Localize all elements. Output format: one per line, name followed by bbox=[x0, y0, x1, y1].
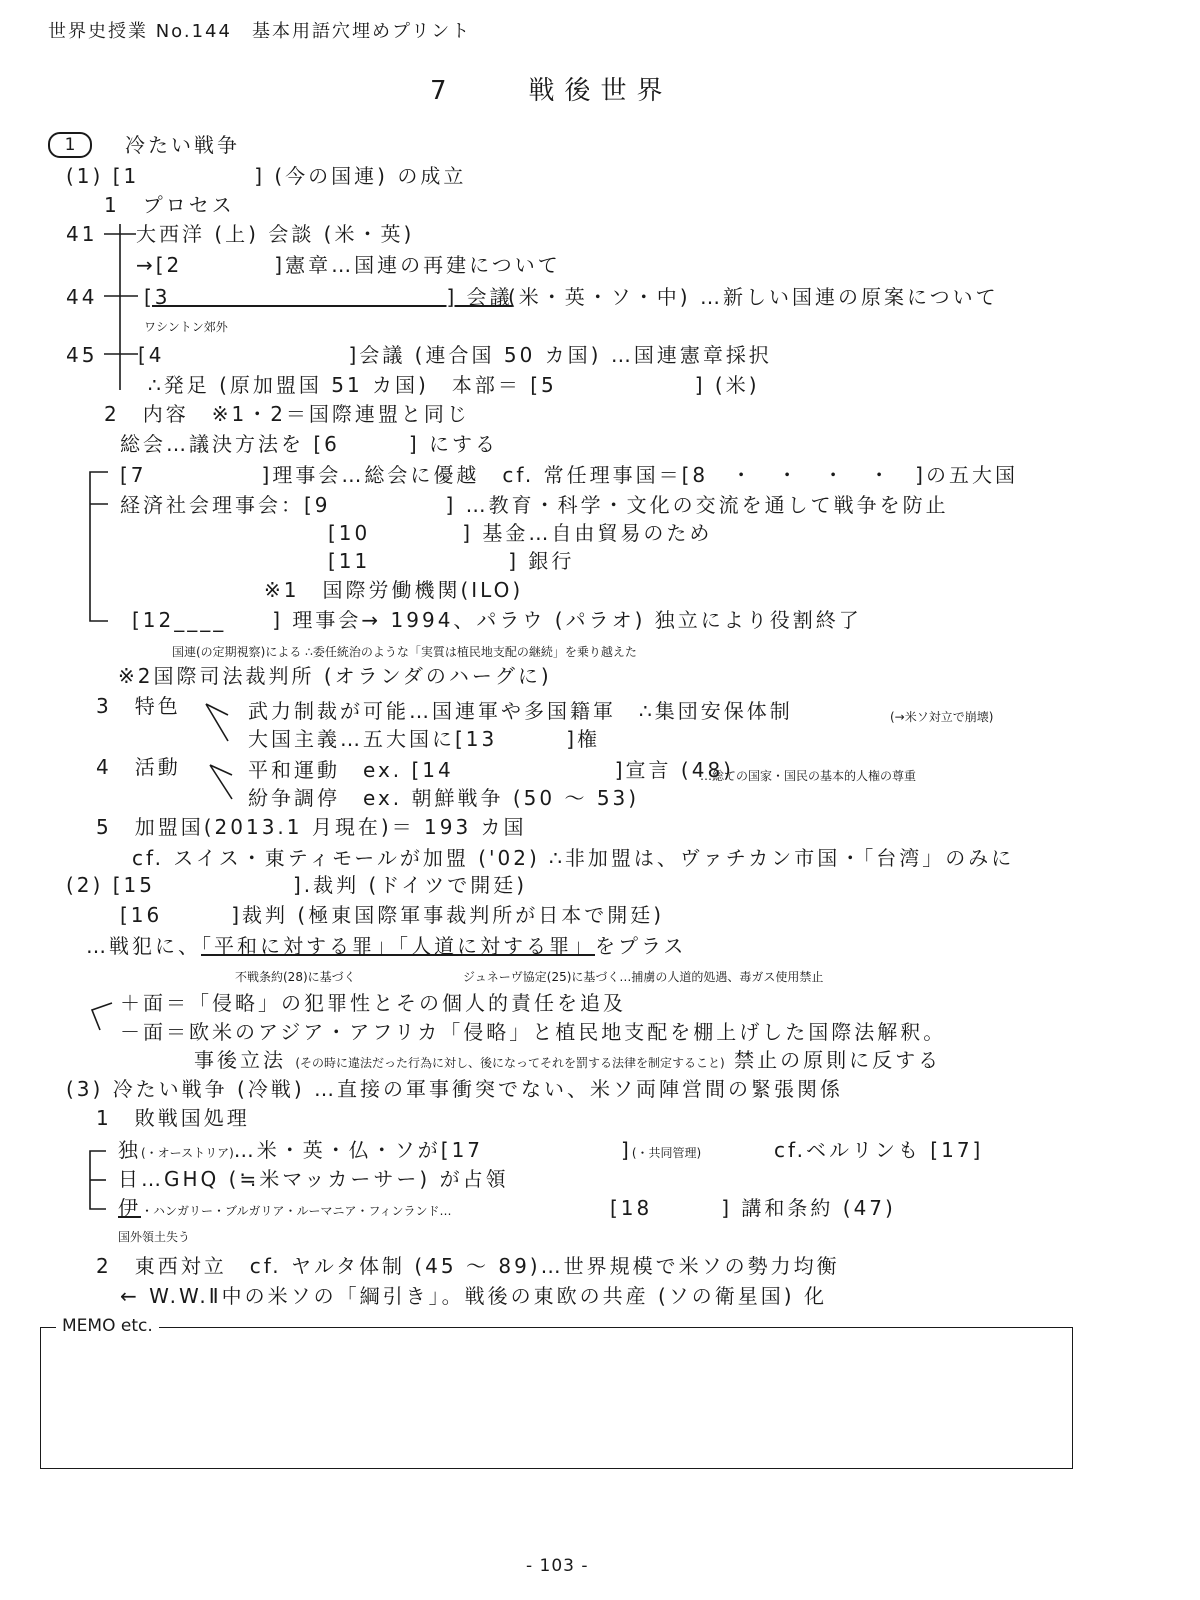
content-heading: 2 内容 ※1・2＝国際連盟と同じ bbox=[104, 402, 470, 426]
activities-branch bbox=[210, 765, 232, 799]
dumbarton-blank: [3 ] 会議 bbox=[144, 285, 513, 309]
germany-label: 独 bbox=[118, 1138, 141, 1162]
activity-peace-note: …総ての国家・国民の基本的人権の尊重 bbox=[700, 769, 917, 783]
germany-detail: …米・英・仏・ソが[17 ] bbox=[233, 1138, 632, 1162]
berlin-line: cf.ベルリンも [17] bbox=[774, 1138, 984, 1162]
cold-war-line: (3) 冷たい戦争 (冷戦) …直接の軍事衝突でない、米ソ両陣営間の緊張関係 bbox=[66, 1077, 844, 1101]
crimes-against-humanity: 「人道に対する罪」 bbox=[398, 934, 595, 958]
members-note: cf. スイス・東ティモールが加盟 ('02) ∴非加盟は、ヴァチカン市国・「台湾」のみに bbox=[132, 846, 1015, 870]
italy-allies: ・ハンガリー・ブルガリア・ルーマニア・フィンランド… bbox=[141, 1204, 452, 1218]
ex-post-facto-tail: 禁止の原則に反する bbox=[734, 1048, 942, 1072]
paris-treaty-line: [18 ] 講和条約 (47) bbox=[610, 1196, 896, 1220]
positive-aspect: ＋面＝「侵略」の犯罪性とその個人的責任を追及 bbox=[120, 991, 626, 1015]
page-number: - 103 - bbox=[526, 1556, 589, 1576]
icj-line: ※2国際司法裁判所 (オランダのハーグに) bbox=[118, 664, 552, 688]
defeated-heading: 1 敗戦国処理 bbox=[96, 1106, 250, 1130]
east-west-line: 2 東西対立 cf. ヤルタ体制 (45 ～ 89)…世界規模で米ソの勢力均衡 bbox=[96, 1254, 840, 1278]
trusteeship-note: 国連(の定期視察)による ∴委任統治のような「実質は植民地支配の継続」を乗り越えた bbox=[172, 645, 637, 659]
italy-note: 国外領土失う bbox=[118, 1230, 191, 1244]
subsection-1-title: (1) [1 ] (今の国連) の成立 bbox=[66, 164, 467, 188]
ecosoc-line: 経済社会理事会：[9 ] …教育・科学・文化の交流を通して戦争を防止 bbox=[120, 493, 949, 517]
section-number-oval: 1 bbox=[48, 132, 92, 158]
un-founding-line: ∴発足 (原加盟国 51 カ国) 本部＝ [5 ] (米) bbox=[148, 373, 760, 397]
tug-of-war-line: ← W.W.Ⅱ中の米ソの「綱引き」。戦後の東欧の共産 (ソの衛星国) 化 bbox=[120, 1284, 827, 1308]
organs-bracket bbox=[90, 472, 108, 621]
washington-note: ワシントン郊外 bbox=[144, 320, 228, 334]
year-44: 44 bbox=[66, 285, 98, 309]
ilo-line: ※1 国際労働機関(ILO) bbox=[264, 578, 524, 602]
crimes-against-peace: 「平和に対する罪」 bbox=[201, 934, 398, 958]
sf-conference-blank: [4 ]会議 (連合国 50 カ国) …国連憲章採択 bbox=[138, 343, 772, 367]
activity-mediation: 紛争調停 ex. 朝鮮戦争 (50 ～ 53) bbox=[248, 786, 640, 810]
process-heading: 1 プロセス bbox=[104, 193, 235, 217]
evaluation-branch bbox=[92, 1003, 112, 1030]
trusteeship-line: [12____ ] 理事会→ 1994、パラウ (パラオ) 独立により役割終了 bbox=[132, 608, 862, 632]
nuremberg-line: (2) [15 ].裁判 (ドイツで開廷) bbox=[66, 873, 528, 897]
activity-peace: 平和運動 ex. [14 ]宣言 (48) bbox=[248, 758, 734, 782]
members-heading: 5 加盟国(2013.1 月現在)＝ 193 カ国 bbox=[96, 815, 527, 839]
year-41: 41 bbox=[66, 222, 98, 246]
italy-label: 伊 bbox=[118, 1196, 141, 1220]
world-bank-line: [11 ] 銀行 bbox=[328, 549, 575, 573]
memo-box[interactable] bbox=[40, 1327, 1073, 1469]
chapter-title: 7 戦後世界 bbox=[430, 76, 673, 106]
war-crimes-suffix: をプラス bbox=[595, 934, 687, 958]
tokyo-trial-line: [16 ]裁判 (極東国際軍事裁判所が日本で開廷) bbox=[120, 903, 665, 927]
japan-line: 日…GHQ (≒米マッカーサー) が占領 bbox=[118, 1167, 509, 1191]
ex-post-facto-term: 事後立法 bbox=[194, 1048, 286, 1072]
geneva-note: ジュネーヴ協定(25)に基づく…捕虜の人道的処遇、毒ガス使用禁止 bbox=[463, 970, 824, 984]
activities-heading: 4 活動 bbox=[96, 755, 181, 779]
page-header: 世界史授業 No.144 基本用語穴埋めプリント bbox=[48, 21, 472, 42]
feature-great-powers: 大国主義…五大国に[13 ]権 bbox=[248, 727, 601, 751]
features-heading: 3 特色 bbox=[96, 694, 181, 718]
negative-aspect: －面＝欧米のアジア・アフリカ「侵略」と植民地支配を棚上げした国際法解釈。 bbox=[120, 1020, 947, 1044]
dumbarton-detail: (米・英・ソ・中) …新しい国連の原案について bbox=[508, 285, 999, 309]
kellogg-note: 不戦条約(28)に基づく bbox=[235, 970, 356, 984]
memo-label: MEMO etc. bbox=[56, 1314, 159, 1338]
germany-note: (・オーストリア) bbox=[141, 1146, 234, 1160]
section-title: 冷たい戦争 bbox=[125, 133, 240, 157]
feature-force: 武力制裁が可能…国連軍や多国籍軍 ∴集団安保体制 bbox=[248, 699, 793, 723]
atlantic-charter-blank: →[2 ]憲章…国連の再建について bbox=[136, 253, 561, 277]
general-assembly-line: 総会…議決方法を [6 ] にする bbox=[120, 432, 499, 456]
year-45: 45 bbox=[66, 343, 98, 367]
atlantic-conference: 大西洋 (上) 会談 (米・英) bbox=[136, 222, 415, 246]
feature-force-note: (→米ソ対立で崩壊) bbox=[890, 710, 994, 724]
ex-post-facto-note: (その時に違法だった行為に対し、後になってそれを罰する法律を制定すること) bbox=[295, 1056, 725, 1070]
features-branch bbox=[206, 704, 228, 741]
germany-note2: (・共同管理) bbox=[631, 1146, 702, 1160]
security-council-line: [7 ]理事会…総会に優越 cf. 常任理事国＝[8 ・ ・ ・ ・ ]の五大国 bbox=[120, 463, 1018, 487]
imf-line: [10 ] 基金…自由貿易のため bbox=[328, 521, 713, 545]
war-crimes-prefix: …戦犯に、 bbox=[86, 934, 201, 958]
